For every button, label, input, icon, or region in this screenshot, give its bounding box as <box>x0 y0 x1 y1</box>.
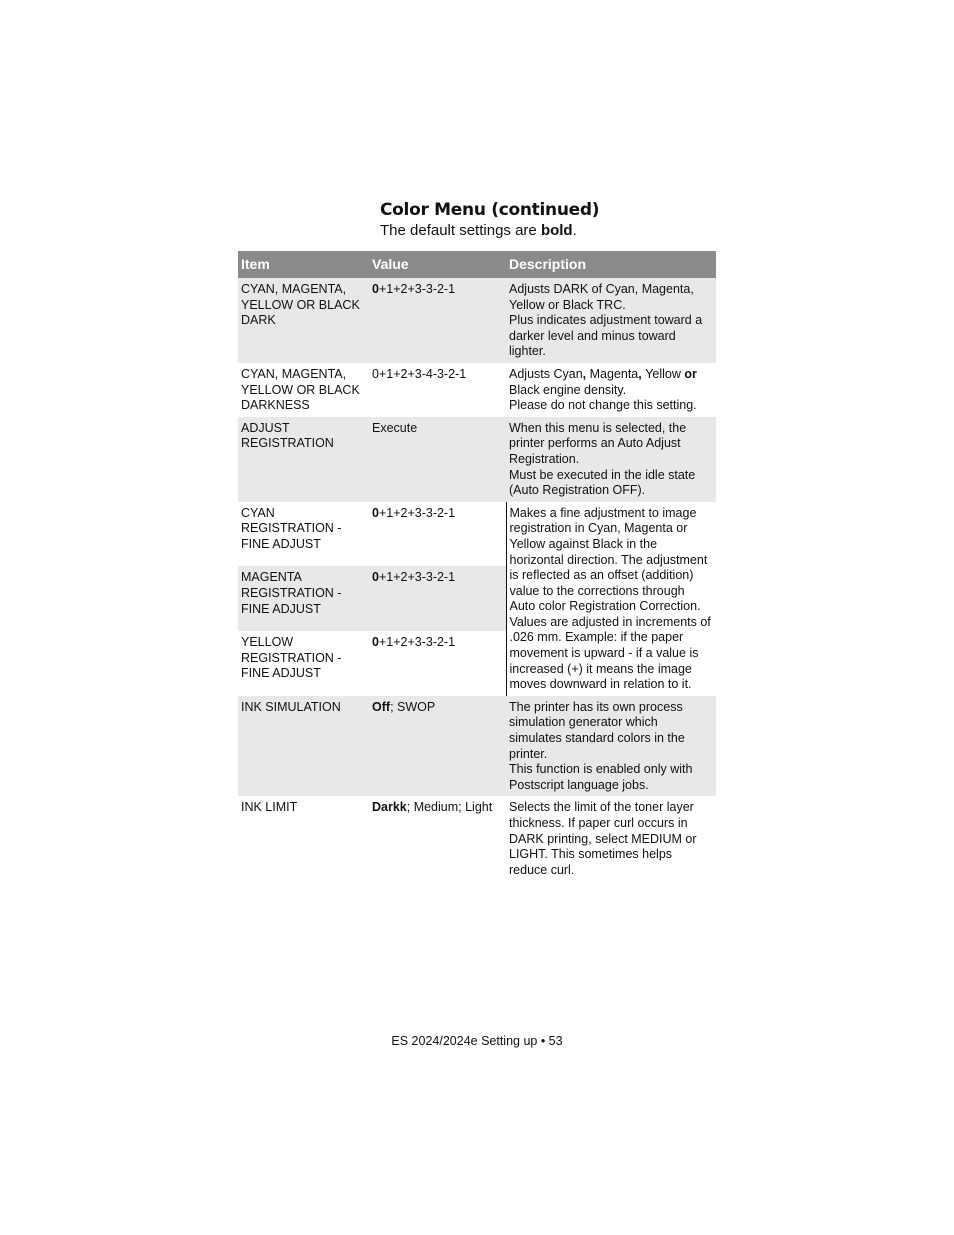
value-cell: 0+1+2+3-3-2-1 <box>369 566 506 631</box>
value-cell: Off; SWOP <box>369 696 506 797</box>
description-cell: The printer has its own process simulation generator which simulates standard colors in the printer. This function is enabled only with Postscript language jobs. <box>506 696 716 797</box>
table-row <box>238 417 716 502</box>
page-heading: Color Menu (continued) <box>380 200 600 220</box>
table-header-row <box>238 251 716 278</box>
page-footer: ES 2024/2024e Setting up • 53 <box>391 1034 563 1048</box>
default-settings-note: The default settings are bold. <box>380 222 577 239</box>
description-cell: When this menu is selected, the printer performs an Auto Adjust Registration. Must be executed in the idle state (Auto Registration OFF). <box>506 417 716 502</box>
value-cell: 0+1+2+3-3-2-1 <box>369 278 506 363</box>
value-cell: Darkk; Medium; Light <box>372 800 493 815</box>
value-cell: Execute <box>369 417 506 502</box>
header-description: Description <box>506 251 716 278</box>
header-item: Item <box>238 251 369 278</box>
item-cell: MAGENTA REGISTRATION - FINE ADJUST <box>238 566 369 631</box>
table-row <box>238 502 716 567</box>
table-row <box>238 796 716 881</box>
item-cell: INK LIMIT <box>241 800 298 815</box>
table-row <box>238 696 716 797</box>
description-cell: Makes a fine adjustment to image registration in Cyan, Magenta or Yellow against Black in the horizontal direction. The adjustment is reflected as an offset (addition) value to the corrections through Auto color Registration Correction. Values are adjusted in increments of .026 mm. Example: if the paper movement is upward - if a value is increased (+) it means the image moves downward in relation to it. <box>506 502 716 696</box>
value-cell: 0+1+2+3-3-2-1 <box>372 505 456 520</box>
item-cell: ADJUST REGISTRATION <box>238 417 369 502</box>
value-cell: 0+1+2+3-3-2-1 <box>372 635 456 650</box>
header-value: Value <box>369 251 506 278</box>
item-cell: CYAN, MAGENTA, YELLOW OR BLACK DARKNESS <box>241 366 360 413</box>
description-cell: Adjusts DARK of Cyan, Magenta, Yellow or Black TRC. Plus indicates adjustment toward a darker level and minus toward lighter. <box>506 278 716 363</box>
item-cell: CYAN REGISTRATION - FINE ADJUST <box>241 505 342 551</box>
table-row <box>238 278 716 363</box>
item-cell: YELLOW REGISTRATION - FINE ADJUST <box>241 635 342 681</box>
table-row <box>238 363 716 417</box>
description-cell: Selects the limit of the toner layer thickness. If paper curl occurs in DARK printing, select MEDIUM or LIGHT. This sometimes helps reduce curl. <box>509 800 697 877</box>
color-menu-table <box>238 251 716 881</box>
item-cell: CYAN, MAGENTA, YELLOW OR BLACK DARK <box>238 278 369 363</box>
description-cell: Adjusts Cyan, Magenta, Yellow or Black engine density. Please do not change this setting. <box>509 366 697 413</box>
value-cell: 0+1+2+3-4-3-2-1 <box>372 366 467 381</box>
item-cell: INK SIMULATION <box>238 696 369 797</box>
